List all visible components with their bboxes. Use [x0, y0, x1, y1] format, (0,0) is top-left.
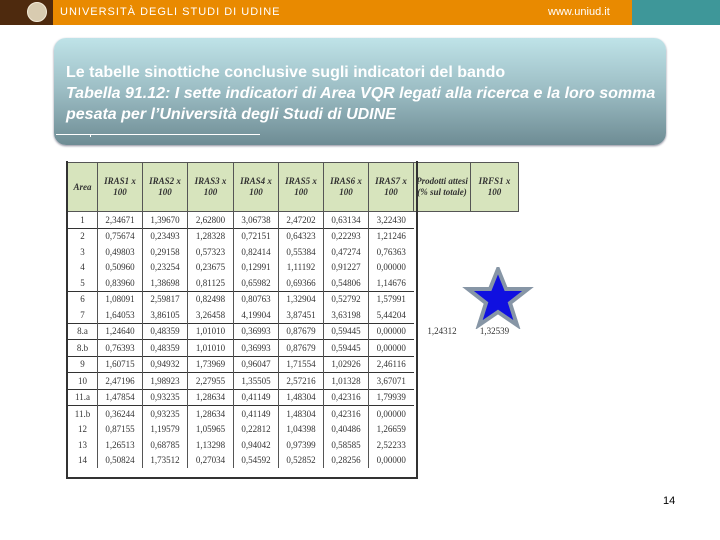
value-cell: 0,28256	[324, 453, 369, 469]
area-cell: 4	[68, 260, 98, 276]
value-cell: 0,41149	[234, 406, 279, 422]
value-cell: 0,36244	[98, 406, 143, 422]
value-cell: 1,14676	[369, 275, 414, 291]
area-cell: 8.b	[68, 340, 98, 357]
value-cell: 0,23675	[188, 260, 234, 276]
value-cell: 1,24312	[414, 323, 471, 340]
value-cell: 3,67071	[369, 373, 414, 390]
table-row	[68, 389, 519, 406]
value-cell: 1,48304	[279, 389, 324, 406]
value-cell: 1,11192	[279, 260, 324, 276]
area-cell: 13	[68, 437, 98, 453]
value-cell: 0,23254	[143, 260, 188, 276]
value-cell: 1,48304	[279, 406, 324, 422]
area-cell: 5	[68, 275, 98, 291]
value-cell	[414, 212, 471, 229]
table-row	[68, 422, 519, 438]
value-cell: 1,13298	[188, 437, 234, 453]
value-cell: 0,91227	[324, 260, 369, 276]
value-cell	[471, 373, 519, 390]
value-cell: 1,24640	[98, 323, 143, 340]
value-cell	[471, 453, 519, 469]
value-cell: 0,59445	[324, 340, 369, 357]
value-cell: 3,26458	[188, 307, 234, 323]
value-cell: 2,52233	[369, 437, 414, 453]
value-cell: 1,47854	[98, 389, 143, 406]
value-cell	[414, 373, 471, 390]
value-cell	[471, 406, 519, 422]
value-cell: 1,28634	[188, 406, 234, 422]
value-cell: 0,52852	[279, 453, 324, 469]
value-cell: 0,81125	[188, 275, 234, 291]
value-cell: 0,00000	[369, 406, 414, 422]
table-row	[68, 228, 519, 244]
indicators-table	[67, 162, 519, 468]
value-cell	[414, 453, 471, 469]
value-cell: 0,94932	[143, 356, 188, 373]
table-row	[68, 437, 519, 453]
value-cell: 3,86105	[143, 307, 188, 323]
value-cell: 0,22812	[234, 422, 279, 438]
column-header: IRAS7 x 100	[369, 163, 414, 212]
value-cell: 0,00000	[369, 260, 414, 276]
value-cell: 0,54806	[324, 275, 369, 291]
value-cell: 1,57991	[369, 291, 414, 307]
value-cell: 1,26659	[369, 422, 414, 438]
value-cell: 0,55384	[279, 244, 324, 260]
university-name: UNIVERSITÀ DEGLI STUDI DI UDINE	[60, 6, 281, 18]
value-cell	[414, 406, 471, 422]
value-cell: 0,63134	[324, 212, 369, 229]
column-header: IRAS3 x 100	[188, 163, 234, 212]
table-row	[68, 275, 519, 291]
value-cell: 0,50824	[98, 453, 143, 469]
area-cell: 11.a	[68, 389, 98, 406]
table-row	[68, 323, 519, 340]
table-row	[68, 307, 519, 323]
value-cell: 1,05965	[188, 422, 234, 438]
table-row	[68, 260, 519, 276]
value-cell: 2,57216	[279, 373, 324, 390]
value-cell: 4,19904	[234, 307, 279, 323]
value-cell	[471, 422, 519, 438]
value-cell: 0,41149	[234, 389, 279, 406]
value-cell: 0,75674	[98, 228, 143, 244]
value-cell	[414, 356, 471, 373]
value-cell: 0,36993	[234, 323, 279, 340]
column-header: IRFS1 x 100	[471, 163, 519, 212]
value-cell	[471, 437, 519, 453]
value-cell: 1,02926	[324, 356, 369, 373]
value-cell: 0,00000	[369, 323, 414, 340]
value-cell: 0,49803	[98, 244, 143, 260]
value-cell: 3,06738	[234, 212, 279, 229]
table-row	[68, 212, 519, 229]
value-cell	[414, 437, 471, 453]
value-cell: 0,72151	[234, 228, 279, 244]
area-cell: 11.b	[68, 406, 98, 422]
title-underline	[56, 134, 260, 135]
value-cell: 0,54592	[234, 453, 279, 469]
header-accent	[632, 0, 720, 25]
value-cell: 0,57323	[188, 244, 234, 260]
value-cell: 0,65982	[234, 275, 279, 291]
value-cell: 1,28634	[188, 389, 234, 406]
value-cell	[414, 340, 471, 357]
page-number: 14	[663, 495, 676, 507]
value-cell: 1,01010	[188, 340, 234, 357]
value-cell: 1,64053	[98, 307, 143, 323]
value-cell	[471, 212, 519, 229]
value-cell: 0,40486	[324, 422, 369, 438]
area-cell: 7	[68, 307, 98, 323]
value-cell: 1,08091	[98, 291, 143, 307]
value-cell: 0,00000	[369, 453, 414, 469]
value-cell: 0,83960	[98, 275, 143, 291]
value-cell: 1,71554	[279, 356, 324, 373]
area-cell: 9	[68, 356, 98, 373]
website-link[interactable]: www.uniud.it	[548, 6, 610, 18]
value-cell: 1,21246	[369, 228, 414, 244]
value-cell: 1,73512	[143, 453, 188, 469]
value-cell	[414, 228, 471, 244]
value-cell: 1,01010	[188, 323, 234, 340]
column-header: IRAS1 x 100	[98, 163, 143, 212]
value-cell: 1,32904	[279, 291, 324, 307]
value-cell: 0,76363	[369, 244, 414, 260]
value-cell: 1,35505	[234, 373, 279, 390]
table-row	[68, 453, 519, 469]
table-row	[68, 340, 519, 357]
area-cell: 6	[68, 291, 98, 307]
value-cell: 0,87155	[98, 422, 143, 438]
value-cell: 0,52792	[324, 291, 369, 307]
column-header: Prodotti attesi (% sul totale)	[414, 163, 471, 212]
value-cell: 1,38698	[143, 275, 188, 291]
value-cell	[471, 340, 519, 357]
value-cell	[471, 228, 519, 244]
title-line1: Le tabelle sinottiche conclusive sugli indicatori del bando	[66, 64, 506, 81]
column-header: Area	[68, 163, 98, 212]
table-row	[68, 291, 519, 307]
title-box	[54, 38, 666, 145]
area-cell: 10	[68, 373, 98, 390]
value-cell: 0,22293	[324, 228, 369, 244]
star-icon	[462, 267, 534, 329]
value-cell: 2,47202	[279, 212, 324, 229]
area-cell: 12	[68, 422, 98, 438]
value-cell	[471, 389, 519, 406]
header-bar	[0, 0, 720, 25]
area-cell: 14	[68, 453, 98, 469]
value-cell: 0,64323	[279, 228, 324, 244]
value-cell: 1,26513	[98, 437, 143, 453]
table-row	[68, 373, 519, 390]
value-cell: 0,97399	[279, 437, 324, 453]
column-header: IRAS6 x 100	[324, 163, 369, 212]
value-cell: 0,76393	[98, 340, 143, 357]
value-cell: 0,82414	[234, 244, 279, 260]
value-cell: 1,39670	[143, 212, 188, 229]
value-cell	[414, 244, 471, 260]
value-cell: 2,47196	[98, 373, 143, 390]
column-header: IRAS5 x 100	[279, 163, 324, 212]
value-cell: 0,47274	[324, 244, 369, 260]
value-cell: 0,69366	[279, 275, 324, 291]
value-cell: 0,82498	[188, 291, 234, 307]
table-row	[68, 406, 519, 422]
value-cell: 0,48359	[143, 340, 188, 357]
value-cell	[414, 422, 471, 438]
value-cell: 2,59817	[143, 291, 188, 307]
value-cell: 0,42316	[324, 406, 369, 422]
value-cell: 0,87679	[279, 340, 324, 357]
value-cell: 1,79939	[369, 389, 414, 406]
value-cell	[471, 244, 519, 260]
value-cell: 2,62800	[188, 212, 234, 229]
value-cell: 2,34671	[98, 212, 143, 229]
value-cell: 5,44204	[369, 307, 414, 323]
value-cell: 0,68785	[143, 437, 188, 453]
value-cell: 0,23493	[143, 228, 188, 244]
value-cell: 1,28328	[188, 228, 234, 244]
value-cell: 0,42316	[324, 389, 369, 406]
value-cell: 0,87679	[279, 323, 324, 340]
area-cell: 8.a	[68, 323, 98, 340]
value-cell: 0,93235	[143, 389, 188, 406]
value-cell: 1,19579	[143, 422, 188, 438]
value-cell: 3,22430	[369, 212, 414, 229]
area-cell: 3	[68, 244, 98, 260]
table-row	[68, 356, 519, 373]
title-line2: Tabella 91.12: I sette indicatori di Area VQR legati alla ricerca e la loro somma pesata per l’Università degli Studi di UDINE	[66, 85, 656, 123]
value-cell: 2,27955	[188, 373, 234, 390]
value-cell: 0,80763	[234, 291, 279, 307]
value-cell: 0,27034	[188, 453, 234, 469]
table-row	[68, 244, 519, 260]
area-cell: 2	[68, 228, 98, 244]
value-cell: 0,93235	[143, 406, 188, 422]
column-header: IRAS2 x 100	[143, 163, 188, 212]
value-cell: 0,58585	[324, 437, 369, 453]
value-cell: 3,87451	[279, 307, 324, 323]
value-cell: 1,04398	[279, 422, 324, 438]
value-cell: 1,60715	[98, 356, 143, 373]
value-cell: 0,94042	[234, 437, 279, 453]
value-cell: 1,01328	[324, 373, 369, 390]
logo-area	[0, 0, 53, 25]
value-cell: 2,46116	[369, 356, 414, 373]
value-cell: 3,63198	[324, 307, 369, 323]
value-cell: 0,96047	[234, 356, 279, 373]
value-cell: 0,50960	[98, 260, 143, 276]
value-cell: 0,29158	[143, 244, 188, 260]
value-cell	[414, 389, 471, 406]
university-seal-icon	[27, 2, 47, 22]
value-cell: 0,00000	[369, 340, 414, 357]
value-cell: 1,73969	[188, 356, 234, 373]
value-cell: 0,59445	[324, 323, 369, 340]
column-header: IRAS4 x 100	[234, 163, 279, 212]
area-cell: 1	[68, 212, 98, 229]
value-cell: 1,32539	[471, 323, 519, 340]
value-cell	[471, 356, 519, 373]
value-cell: 0,48359	[143, 323, 188, 340]
value-cell: 0,36993	[234, 340, 279, 357]
value-cell: 0,12991	[234, 260, 279, 276]
value-cell: 1,98923	[143, 373, 188, 390]
